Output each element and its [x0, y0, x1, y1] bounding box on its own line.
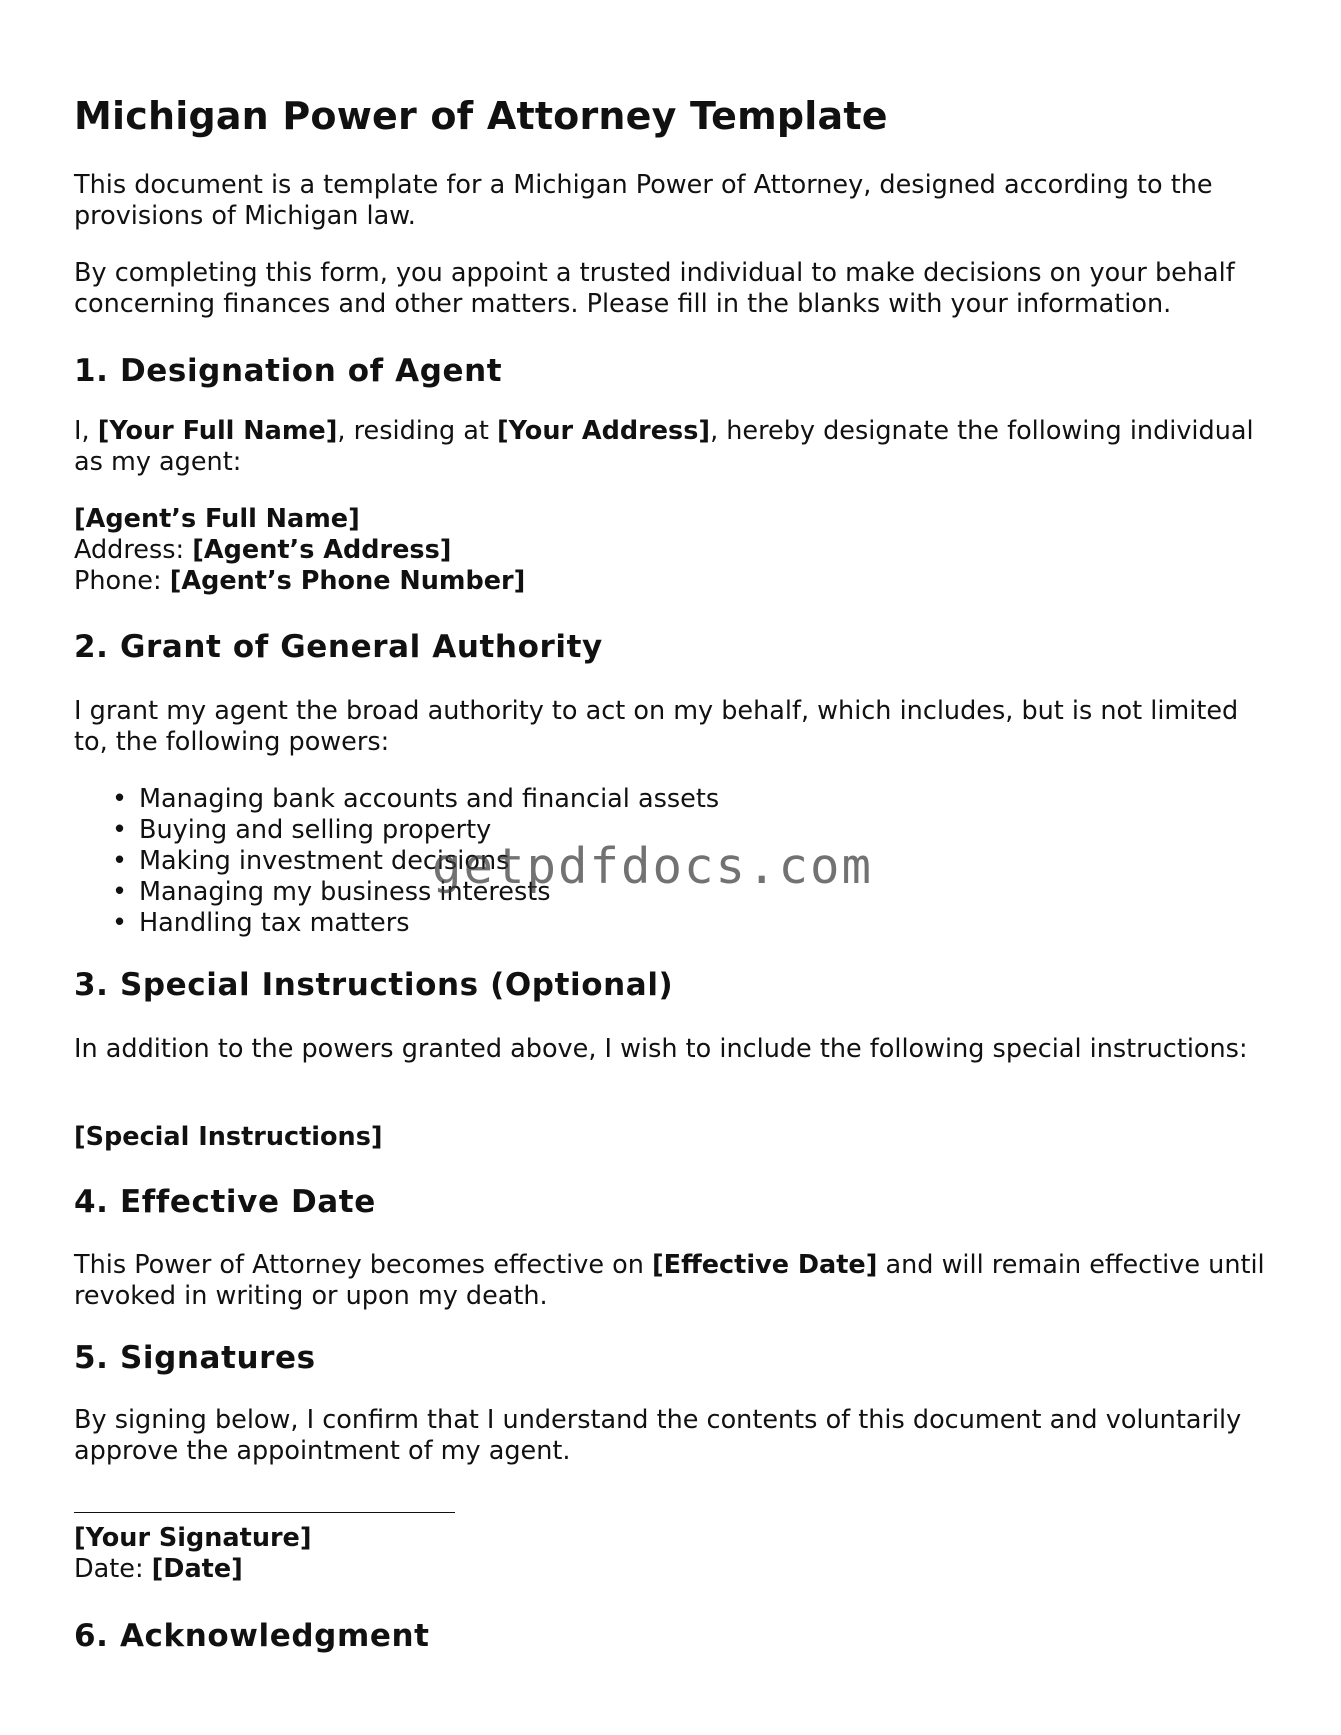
your-address-placeholder: [Your Address] — [497, 416, 711, 446]
page-title: Michigan Power of Attorney Template — [74, 94, 888, 138]
intro-paragraph-2: By completing this form, you appoint a trusted individual to make decisions on your behalf concerning finances and other matters. Please fill in the blanks with your information. — [74, 258, 1235, 319]
signature-line — [74, 1512, 455, 1513]
list-item — [74, 877, 719, 908]
effective-text-b: and will remain effective until revoked in writing or upon my death. — [74, 1250, 1265, 1311]
section-6-heading: 6. Acknowledgment — [74, 1618, 430, 1654]
authority-paragraph: I grant my agent the broad authority to act on my behalf, which includes, but is not limited to, the following powers: — [74, 696, 1239, 757]
agent-full-name-placeholder: [Agent’s Full Name] — [74, 504, 360, 534]
power-label: Making investment decisions — [139, 846, 510, 876]
watermark-text: getpdfdocs.com — [432, 838, 874, 895]
effective-text-a: This Power of Attorney becomes effective on — [74, 1250, 652, 1280]
bullet-icon: • — [112, 908, 128, 938]
agent-details — [74, 504, 1274, 597]
section-2-heading: 2. Grant of General Authority — [74, 629, 603, 665]
special-instructions-placeholder: [Special Instructions] — [74, 1122, 383, 1152]
signature-block — [74, 1512, 1274, 1585]
intro-paragraph-1: This document is a template for a Michigan Power of Attorney, designed according to the provisions of Michigan law. — [74, 170, 1213, 231]
agent-phone-placeholder: [Agent’s Phone Number] — [169, 566, 526, 596]
effective-date-placeholder: [Effective Date] — [652, 1250, 878, 1280]
special-instructions-paragraph: In addition to the powers granted above, I wish to include the following special instructions: — [74, 1034, 1248, 1064]
agent-address-label: Address: — [74, 535, 193, 565]
section-1-heading: 1. Designation of Agent — [74, 353, 503, 389]
list-item — [74, 815, 719, 846]
effective-date-paragraph — [74, 1250, 1274, 1312]
your-full-name-placeholder: [Your Full Name] — [97, 416, 338, 446]
signature-date-line — [74, 1554, 1274, 1585]
bullet-icon: • — [112, 815, 128, 845]
designation-paragraph — [74, 416, 1274, 478]
power-label: Buying and selling property — [139, 815, 492, 845]
list-item — [74, 846, 719, 877]
designation-text-b: , residing at — [337, 416, 498, 446]
list-item — [74, 784, 719, 815]
agent-address-placeholder: [Agent’s Address] — [192, 535, 452, 565]
date-placeholder: [Date] — [151, 1554, 243, 1584]
your-signature-placeholder: [Your Signature] — [74, 1523, 312, 1553]
powers-list — [74, 784, 719, 939]
power-label: Managing my business interests — [139, 877, 551, 907]
section-5-heading: 5. Signatures — [74, 1340, 316, 1376]
bullet-icon: • — [112, 877, 128, 907]
date-label: Date: — [74, 1554, 152, 1584]
power-label: Handling tax matters — [139, 908, 410, 938]
agent-address-line — [74, 535, 1274, 566]
bullet-icon: • — [112, 846, 128, 876]
bullet-icon: • — [112, 784, 128, 814]
agent-phone-label: Phone: — [74, 566, 170, 596]
section-4-heading: 4. Effective Date — [74, 1184, 376, 1220]
list-item — [74, 908, 719, 939]
signatures-paragraph: By signing below, I confirm that I understand the contents of this document and voluntarily approve the appointment of my agent. — [74, 1405, 1242, 1466]
designation-text-c: , hereby designate the following individual as my agent: — [74, 416, 1254, 477]
section-3-heading: 3. Special Instructions (Optional) — [74, 967, 674, 1003]
agent-phone-line — [74, 566, 1274, 597]
designation-text-a: I, — [74, 416, 98, 446]
power-label: Managing bank accounts and financial assets — [139, 784, 720, 814]
